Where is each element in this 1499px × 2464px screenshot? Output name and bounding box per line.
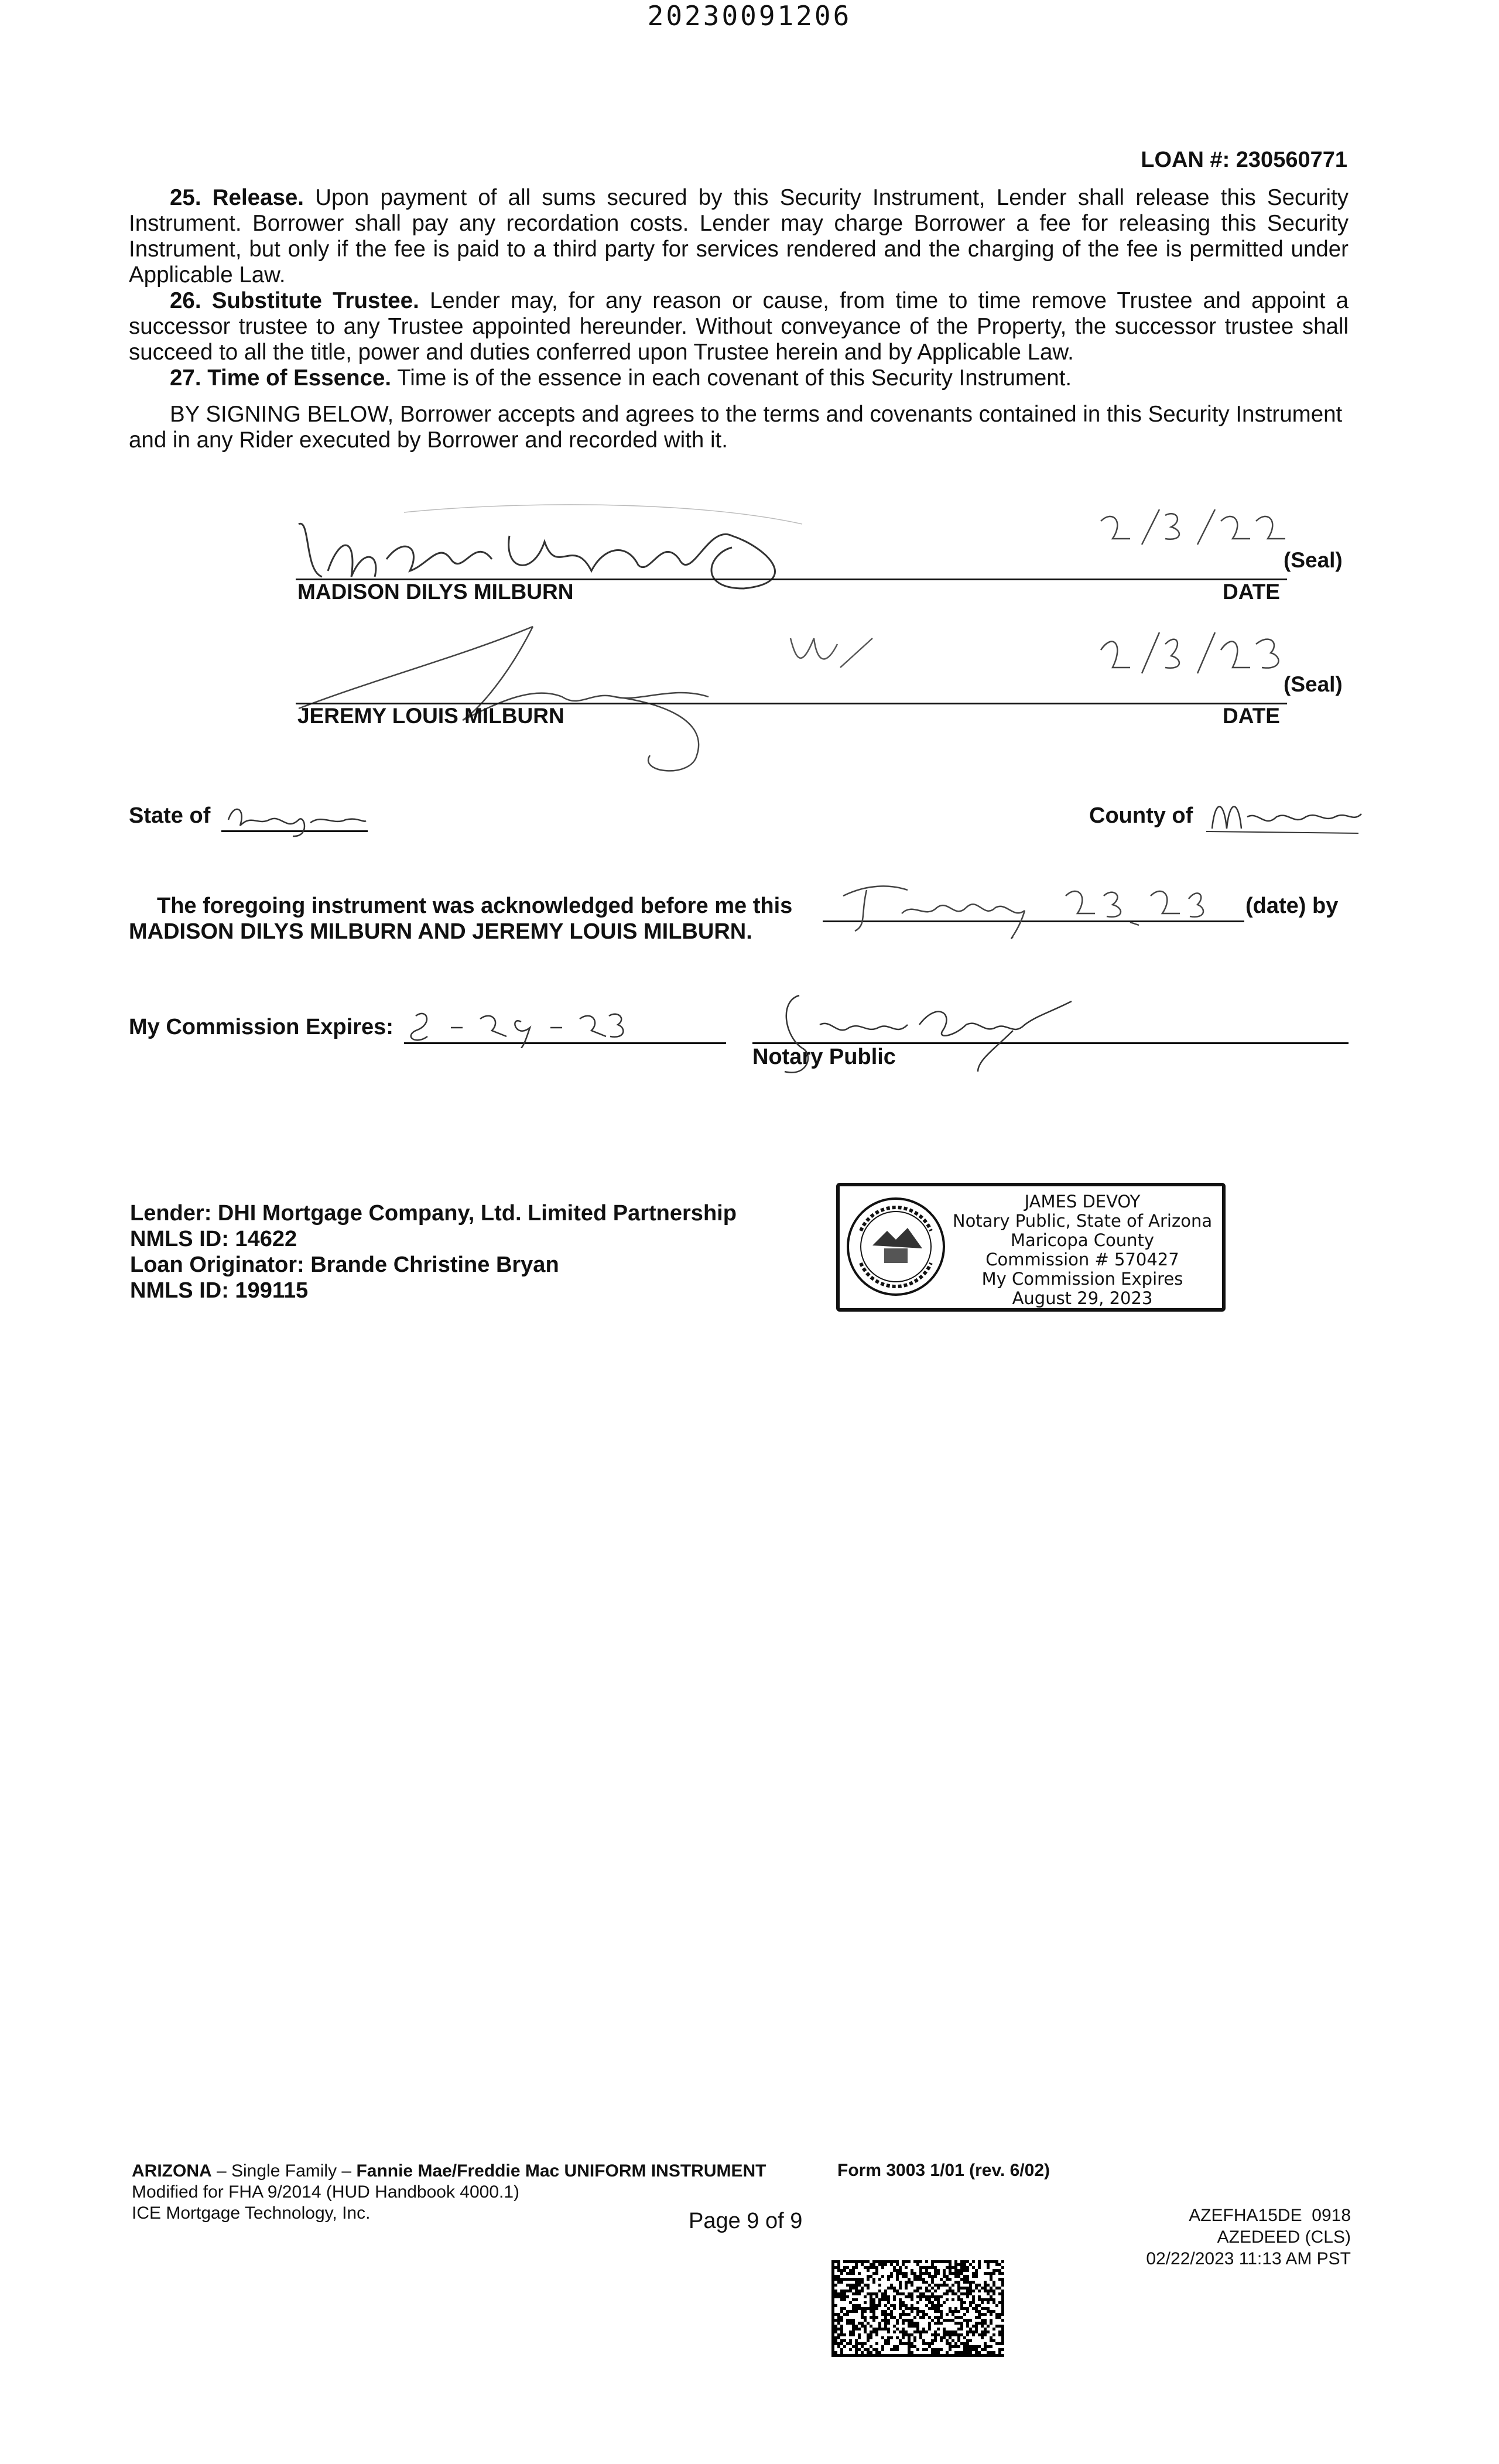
- stamp-text: [945, 1192, 1220, 1308]
- originator-nmls: NMLS ID: 199115: [130, 1278, 309, 1303]
- borrower-2-name: JEREMY LOUIS MILBURN: [297, 704, 564, 728]
- borrower-1-date-handwritten: [1095, 504, 1288, 568]
- borrower-1-name: MADISON DILYS MILBURN: [297, 580, 574, 604]
- borrower-2-signature: [287, 603, 960, 779]
- section-number: 26.: [170, 288, 201, 313]
- stamp-line: Notary Public, State of Arizona: [952, 1211, 1213, 1231]
- section-body: Time is of the essence in each covenant of this Security Instrument.: [397, 365, 1072, 391]
- section-body: Lender may, for any reason or cause, from time to time remove Trustee and appoint a successor trustee to any Trustee appointed hereunder. Without conveyance of the Property, the successor trustee shall succeed to all the title, power and duties conferred upon Trustee herein and by Applicable Law.: [129, 288, 1349, 365]
- state-seal-icon: [843, 1190, 949, 1304]
- section-title: Substitute Trustee.: [211, 288, 419, 313]
- footer-code: AZEFHA15DE 0918: [1189, 2206, 1351, 2225]
- county-handwritten: [1206, 788, 1364, 834]
- section-27: [129, 365, 1349, 391]
- section-number: 27.: [170, 365, 201, 391]
- state-handwritten: [223, 790, 369, 837]
- lender-info: [130, 1200, 737, 1303]
- date-label: DATE: [1223, 580, 1280, 604]
- footer-form-line: [132, 2161, 766, 2182]
- ack-names: MADISON DILYS MILBURN AND JEREMY LOUIS MILBURN.: [129, 919, 752, 944]
- lender-name: Lender: DHI Mortgage Company, Ltd. Limited Partnership: [130, 1201, 737, 1226]
- date-label: DATE: [1223, 704, 1280, 728]
- form-number: Form 3003 1/01 (rev. 6/02): [837, 2161, 1050, 2180]
- stamp-line: Maricopa County: [1010, 1230, 1155, 1250]
- seal-label: (Seal): [1284, 548, 1343, 572]
- stamp-line: August 29, 2023: [1012, 1288, 1153, 1308]
- commission-label: My Commission Expires:: [129, 1015, 393, 1039]
- ack-date-handwritten: [831, 872, 1206, 949]
- ack-suffix: (date) by: [1245, 894, 1339, 918]
- stamp-line: My Commission Expires: [981, 1269, 1183, 1289]
- signing-statement: [129, 402, 1349, 453]
- section-title: Release.: [212, 185, 304, 210]
- footer-state: ARIZONA: [132, 2161, 212, 2181]
- barcode-icon: [831, 2260, 1004, 2357]
- covenants-text: [129, 185, 1349, 391]
- section-body: Upon payment of all sums secured by this Security Instrument, Lender shall release this Security Instrument. Borrower shall pay any recordation costs. Lender may charge Borrower a fee for releasing this Security Instrument, but only if the fee is paid to a third party for services rendered and the charging of the fee is permitted under Applicable Law.: [129, 185, 1349, 288]
- footer-instrument: Fannie Mae/Freddie Mac UNIFORM INSTRUMENT: [356, 2161, 766, 2181]
- borrower-2-date-handwritten: [1095, 627, 1288, 697]
- notary-public-label: Notary Public: [752, 1045, 896, 1069]
- loan-originator: Loan Originator: Brande Christine Bryan: [130, 1252, 559, 1277]
- section-26: [129, 288, 1349, 365]
- commission-handwritten: [404, 1004, 627, 1048]
- footer-company: ICE Mortgage Technology, Inc.: [132, 2203, 371, 2223]
- footer-right: [1146, 2205, 1351, 2270]
- page-number: Page 9 of 9: [689, 2209, 803, 2233]
- section-title: Time of Essence.: [207, 365, 392, 391]
- footer-left: [132, 2161, 766, 2224]
- ack-prefix: The foregoing instrument was acknowledged before me this: [157, 894, 793, 918]
- stamp-line: JAMES DEVOY: [1024, 1192, 1141, 1212]
- notary-stamp: [836, 1183, 1226, 1312]
- section-25: [129, 185, 1349, 288]
- seal-label: (Seal): [1284, 672, 1343, 696]
- section-number: 25.: [170, 185, 201, 210]
- footer-timestamp: 02/22/2023 11:13 AM PST: [1146, 2249, 1351, 2268]
- county-label: County of: [1089, 803, 1193, 828]
- loan-number: LOAN #: 230560771: [1141, 148, 1347, 172]
- recording-number: 20230091206: [647, 0, 852, 32]
- lender-nmls: NMLS ID: 14622: [130, 1227, 297, 1251]
- stamp-line: Commission # 570427: [985, 1250, 1179, 1269]
- footer-desc: – Single Family –: [211, 2161, 357, 2181]
- signing-statement-text: BY SIGNING BELOW, Borrower accepts and agrees to the terms and covenants contained in this Security Instrument and in any Rider executed by Borrower and recorded with it.: [129, 402, 1343, 453]
- footer-modified: Modified for FHA 9/2014 (HUD Handbook 4000.1): [132, 2182, 520, 2202]
- footer-code2: AZEDEED (CLS): [1217, 2227, 1351, 2247]
- state-label: State of: [129, 803, 211, 828]
